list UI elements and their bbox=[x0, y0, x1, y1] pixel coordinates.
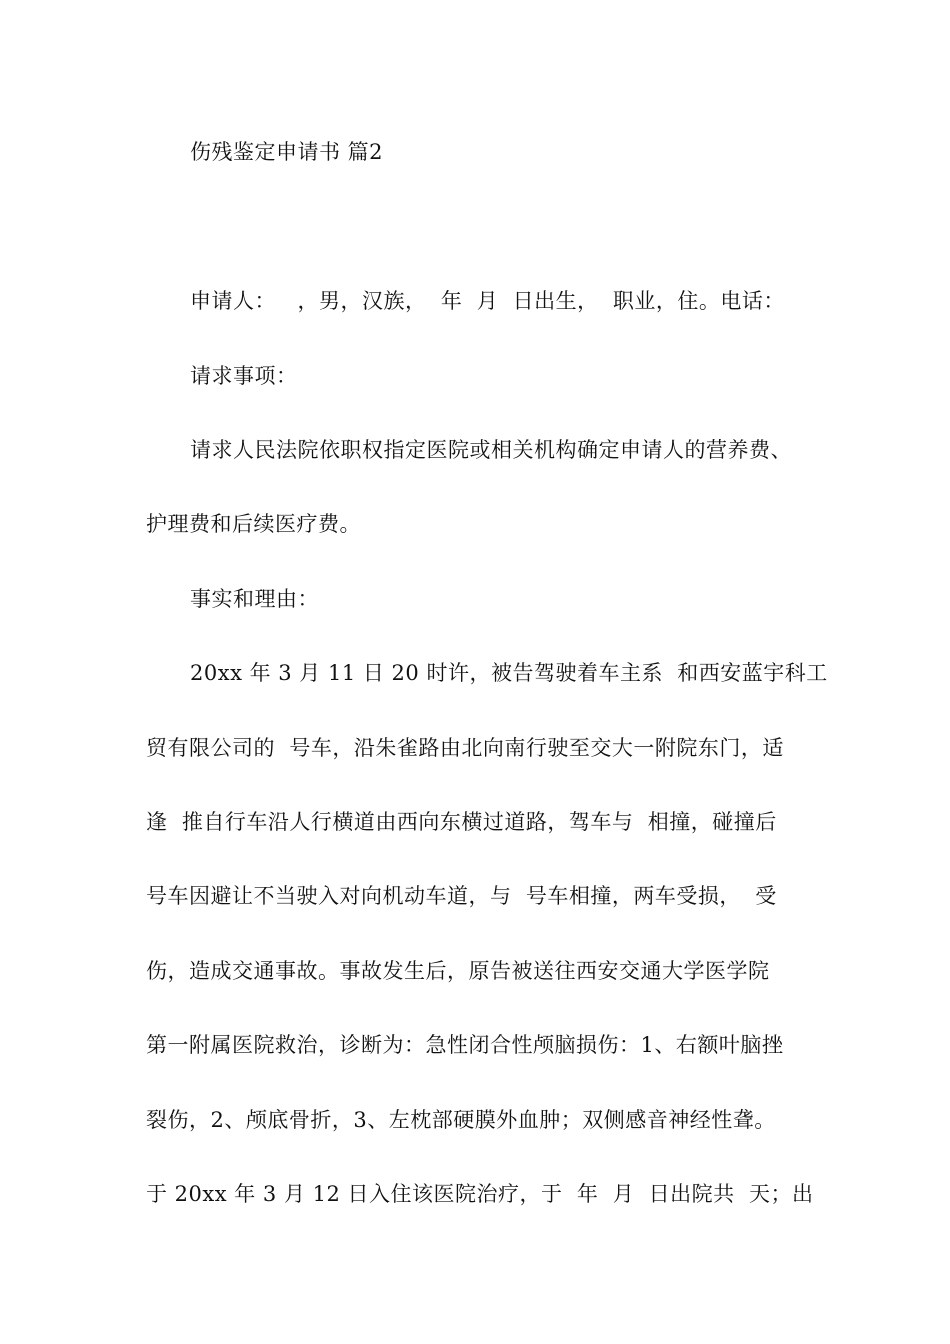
paragraph-line: 第一附属医院救治，诊断为：急性闭合性颅脑损伤：1、右额叶脑挫 bbox=[146, 1033, 784, 1057]
paragraph-line: 于 20xx 年 3 月 12 日入住该医院治疗，于 年 月 日出院共 天；出 bbox=[146, 1182, 814, 1206]
paragraph-line: 裂伤，2、颅底骨折，3、左枕部硬膜外血肿；双侧感音神经性聋。 bbox=[146, 1108, 776, 1132]
applicant-line: 申请人： ，男，汉族， 年 月 日出生， 职业，住。电话： bbox=[190, 289, 785, 313]
paragraph-line: 号车因避让不当驶入对向机动车道，与 号车相撞，两车受损， 受 bbox=[146, 884, 777, 908]
paragraph-line: 贸有限公司的 号车，沿朱雀路由北向南行驶至交大一附院东门，适 bbox=[146, 736, 784, 760]
paragraph-line: 伤，造成交通事故。事故发生后，原告被送往西安交通大学医学院 bbox=[146, 959, 770, 983]
paragraph-line: 逢 推自行车沿人行横道由西向东横过道路，驾车与 相撞，碰撞后 bbox=[146, 810, 777, 834]
paragraph-line: 请求人民法院依职权指定医院或相关机构确定申请人的营养费、 bbox=[190, 438, 792, 462]
paragraph-line: 护理费和后续医疗费。 bbox=[146, 512, 361, 536]
facts-heading: 事实和理由： bbox=[190, 587, 319, 611]
paragraph-line: 20xx 年 3 月 11 日 20 时许，被告驾驶着车主系 和西安蓝宇科工 bbox=[190, 661, 828, 685]
document-title: 伤残鉴定申请书 篇2 bbox=[190, 140, 384, 164]
request-heading: 请求事项： bbox=[190, 364, 298, 388]
